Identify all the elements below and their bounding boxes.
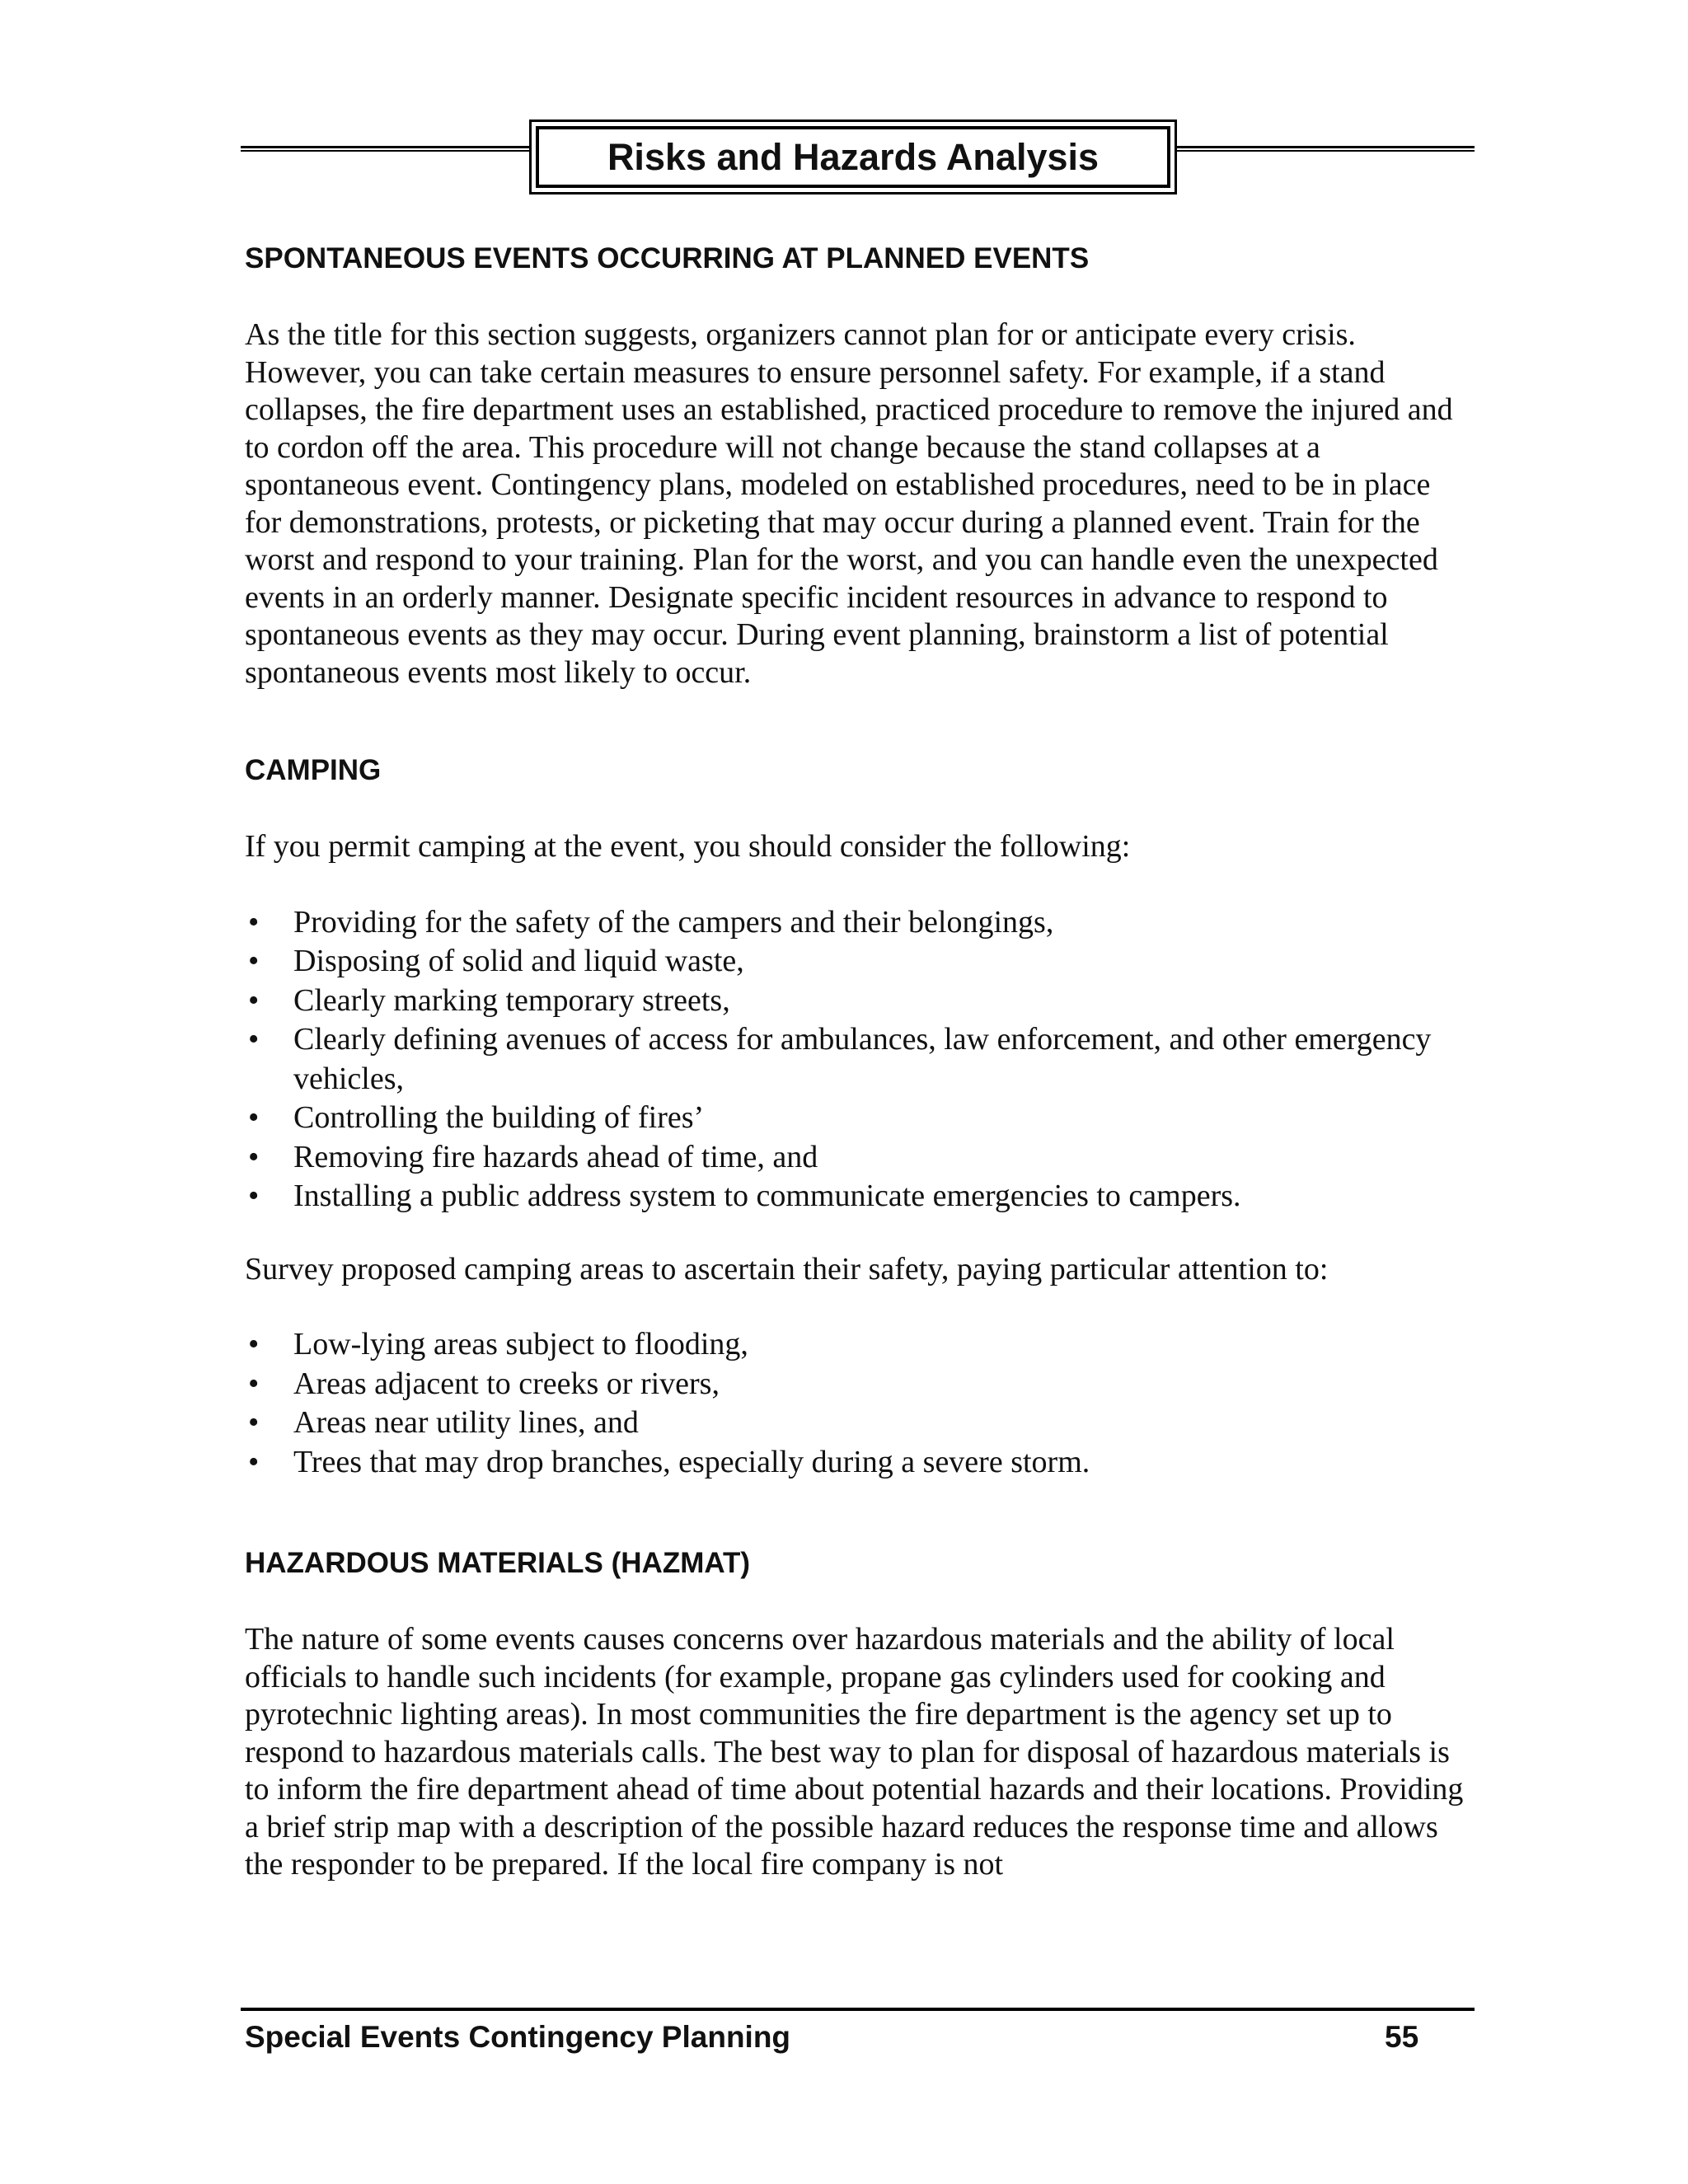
bullet-icon: • — [248, 982, 260, 1018]
section-heading-camping: CAMPING — [245, 754, 382, 786]
header-box — [529, 120, 1177, 194]
header-title: Risks and Hazards Analysis — [536, 126, 1170, 188]
list-item — [245, 942, 1475, 982]
bullet-icon: • — [248, 1327, 260, 1361]
list-item — [245, 1020, 1475, 1099]
footer-title: Special Events Contingency Planning — [245, 2020, 791, 2054]
list-item-text: Clearly defining avenues of access for ambulances, law enforcement, and other emergency vehicles, — [293, 1022, 1432, 1096]
bullet-icon: • — [248, 1444, 260, 1479]
section-paragraph-hazmat: The nature of some events causes concerns over hazardous materials and the ability of local officials to handle such incidents (for example, propane gas cylinders used for cooking and pyrotechnic lighting areas). In most communities the fire department is the agency set up to respond to hazardous materials calls. The best way to plan for disposal of hazardous materials is to inform the fire department ahead of time about potential hazards and their locations. Providing a brief strip map with a description of the possible hazard reduces the response time and allows the responder to be prepared. If the local fire company is not — [245, 1622, 1464, 1882]
header-rule-left — [241, 146, 529, 152]
list-item-text: Clearly marking temporary streets, — [293, 982, 730, 1018]
list-item-text: Disposing of solid and liquid waste, — [293, 944, 744, 978]
section-heading-spontaneous: SPONTANEOUS EVENTS OCCURRING AT PLANNED EVENTS — [245, 242, 1090, 274]
bullet-icon: • — [248, 1366, 260, 1401]
list-item-text: Providing for the safety of the campers and their belongings, — [293, 904, 1054, 940]
list-item-text: Installing a public address system to communicate emergencies to campers. — [293, 1179, 1241, 1213]
list-item — [245, 982, 1475, 1021]
camping-considerations-list — [245, 903, 1475, 1216]
list-item — [245, 1325, 1475, 1365]
list-item-text: Removing fire hazards ahead of time, and — [293, 1139, 818, 1174]
list-item-text: Low-lying areas subject to flooding, — [293, 1327, 748, 1361]
page-number: 55 — [1385, 2020, 1419, 2054]
bullet-icon: • — [248, 944, 260, 978]
list-item — [245, 1138, 1475, 1178]
header-rule-right — [1177, 146, 1475, 152]
camping-intro: If you permit camping at the event, you should consider the following: — [245, 829, 1131, 864]
list-item-text: Areas near utility lines, and — [293, 1405, 639, 1440]
list-item — [245, 1365, 1475, 1404]
section-paragraph-spontaneous: As the title for this section suggests, organizers cannot plan for or anticipate every crisis. However, you can take certain measures to ensure personnel safety. For example, if a stand collapses, the fire department uses an established, practiced procedure to remove the injured and to cordon off the area. This procedure will not change because the stand collapses at a spontaneous event. Contingency plans, modeled on established procedures, need to be in place for demonstrations, protests, or picketing that may occur during a planned event. Train for the worst and respond to your training. Plan for the worst, and you can handle even the unexpected events in an orderly manner. Designate specific incident resources in advance to respond to spontaneous events as they may occur. During event planning, brainstorm a list of potential spontaneous events most likely to occur. — [245, 317, 1453, 690]
page-content — [245, 241, 1475, 1884]
list-item — [245, 1177, 1475, 1216]
footer-rule — [241, 2008, 1475, 2011]
list-item — [245, 1404, 1475, 1443]
list-item-text: Areas adjacent to creeks or rivers, — [293, 1366, 720, 1401]
camping-survey-intro: Survey proposed camping areas to ascertain their safety, paying particular attention to: — [245, 1251, 1329, 1286]
list-item-text: Controlling the building of fires’ — [293, 1100, 705, 1135]
list-item-text: Trees that may drop branches, especially during a severe storm. — [293, 1444, 1090, 1479]
bullet-icon: • — [248, 1405, 260, 1440]
section-heading-hazmat: HAZARDOUS MATERIALS (HAZMAT) — [245, 1547, 751, 1579]
list-item — [245, 1099, 1475, 1138]
bullet-icon: • — [248, 1179, 260, 1213]
list-item — [245, 1443, 1475, 1483]
list-item — [245, 903, 1475, 943]
bullet-icon: • — [248, 1022, 260, 1057]
camping-survey-list — [245, 1325, 1475, 1482]
bullet-icon: • — [248, 1139, 260, 1174]
bullet-icon: • — [248, 904, 260, 940]
bullet-icon: • — [248, 1100, 260, 1135]
